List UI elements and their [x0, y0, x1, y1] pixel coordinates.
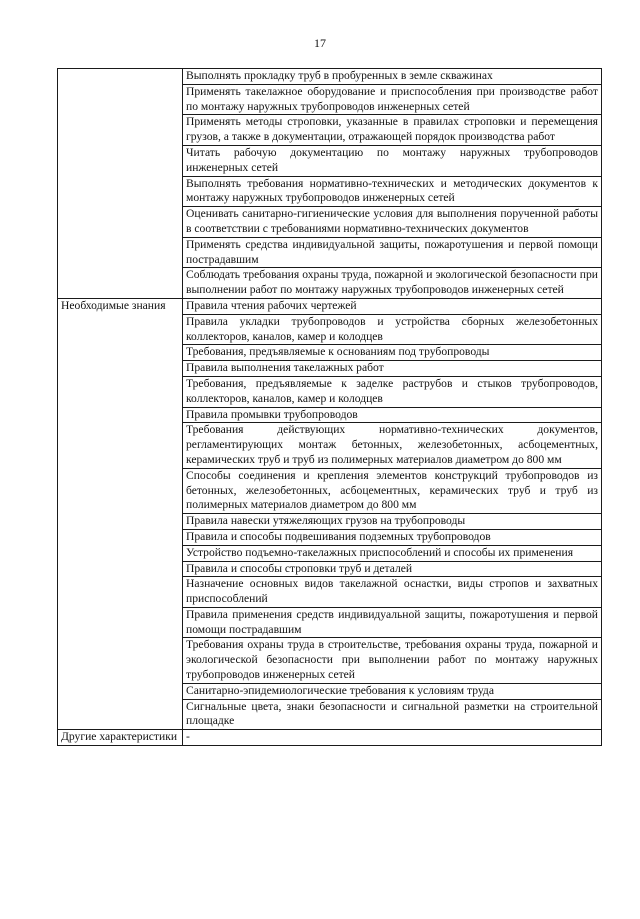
requirement-item: Требования действующих нормативно-технических документов, регламентирующих монтаж бетонных, железобетонных, асбоцементных, керамических труб и труб из полимерных материалов диаметром до 800 мм — [183, 423, 602, 468]
section-label: Другие характеристики — [58, 730, 183, 746]
requirement-item: Правила укладки трубопроводов и устройства сборных железобетонных коллекторов, каналов, камер и колодцев — [183, 314, 602, 345]
requirements-table — [57, 68, 602, 746]
requirement-item: Выполнять требования нормативно-технических и методических документов к монтажу наружных трубопроводов инженерных сетей — [183, 176, 602, 207]
page-number: 17 — [314, 36, 326, 50]
requirement-item: Правила и способы подвешивания подземных трубопроводов — [183, 529, 602, 545]
requirement-item: Правила применения средств индивидуальной защиты, пожаротушения и первой помощи пострадавшим — [183, 607, 602, 638]
table-row — [58, 730, 602, 746]
requirement-item: Устройство подъемно-такелажных приспособлений и способы их применения — [183, 545, 602, 561]
requirements-table-body — [58, 69, 602, 746]
requirement-item: Требования охраны труда в строительстве, требования охраны труда, пожарной и экологической безопасности при выполнении работ по монтажу наружных трубопроводов инженерных сетей — [183, 638, 602, 683]
requirement-item: Выполнять прокладку труб в пробуренных в земле скважинах — [183, 69, 602, 85]
requirement-item: Назначение основных видов такелажной оснастки, виды стропов и захватных приспособлений — [183, 577, 602, 608]
requirement-item: Правила промывки трубопроводов — [183, 407, 602, 423]
requirement-item: Соблюдать требования охраны труда, пожарной и экологической безопасности при выполнении работ по монтажу наружных трубопроводов инженерных сетей — [183, 268, 602, 299]
requirement-item: Правила навески утяжеляющих грузов на трубопроводы — [183, 514, 602, 530]
requirement-item: Правила чтения рабочих чертежей — [183, 298, 602, 314]
requirement-item: Оценивать санитарно-гигиенические условия для выполнения порученной работы в соответствии с требованиями нормативно-технических документов — [183, 207, 602, 238]
table-row — [58, 69, 602, 85]
requirement-item: Сигнальные цвета, знаки безопасности и сигнальной разметки на строительной площадке — [183, 699, 602, 730]
section-label — [58, 69, 183, 299]
table-row — [58, 298, 602, 314]
requirement-item: Применять средства индивидуальной защиты, пожаротушения и первой помощи пострадавшим — [183, 237, 602, 268]
requirement-item: Правила выполнения такелажных работ — [183, 361, 602, 377]
requirement-item: Санитарно-эпидемиологические требования к условиям труда — [183, 683, 602, 699]
section-label: Необходимые знания — [58, 298, 183, 729]
requirement-item: Читать рабочую документацию по монтажу наружных трубопроводов инженерных сетей — [183, 145, 602, 176]
requirement-item: Требования, предъявляемые к заделке раструбов и стыков трубопроводов, коллекторов, каналов, камер и колодцев — [183, 376, 602, 407]
requirement-item: Применять методы строповки, указанные в правилах строповки и перемещения грузов, а также в документации, отражающей порядок производства работ — [183, 115, 602, 146]
requirement-item: - — [183, 730, 602, 746]
requirement-item: Применять такелажное оборудование и приспособления при производстве работ по монтажу наружных трубопроводов инженерных сетей — [183, 84, 602, 115]
requirement-item: Требования, предъявляемые к основаниям под трубопроводы — [183, 345, 602, 361]
requirement-item: Способы соединения и крепления элементов конструкций трубопроводов из бетонных, железобетонных, асбоцементных, керамических труб и труб из полимерных материалов диаметром до 800 мм — [183, 468, 602, 513]
requirement-item: Правила и способы строповки труб и деталей — [183, 561, 602, 577]
